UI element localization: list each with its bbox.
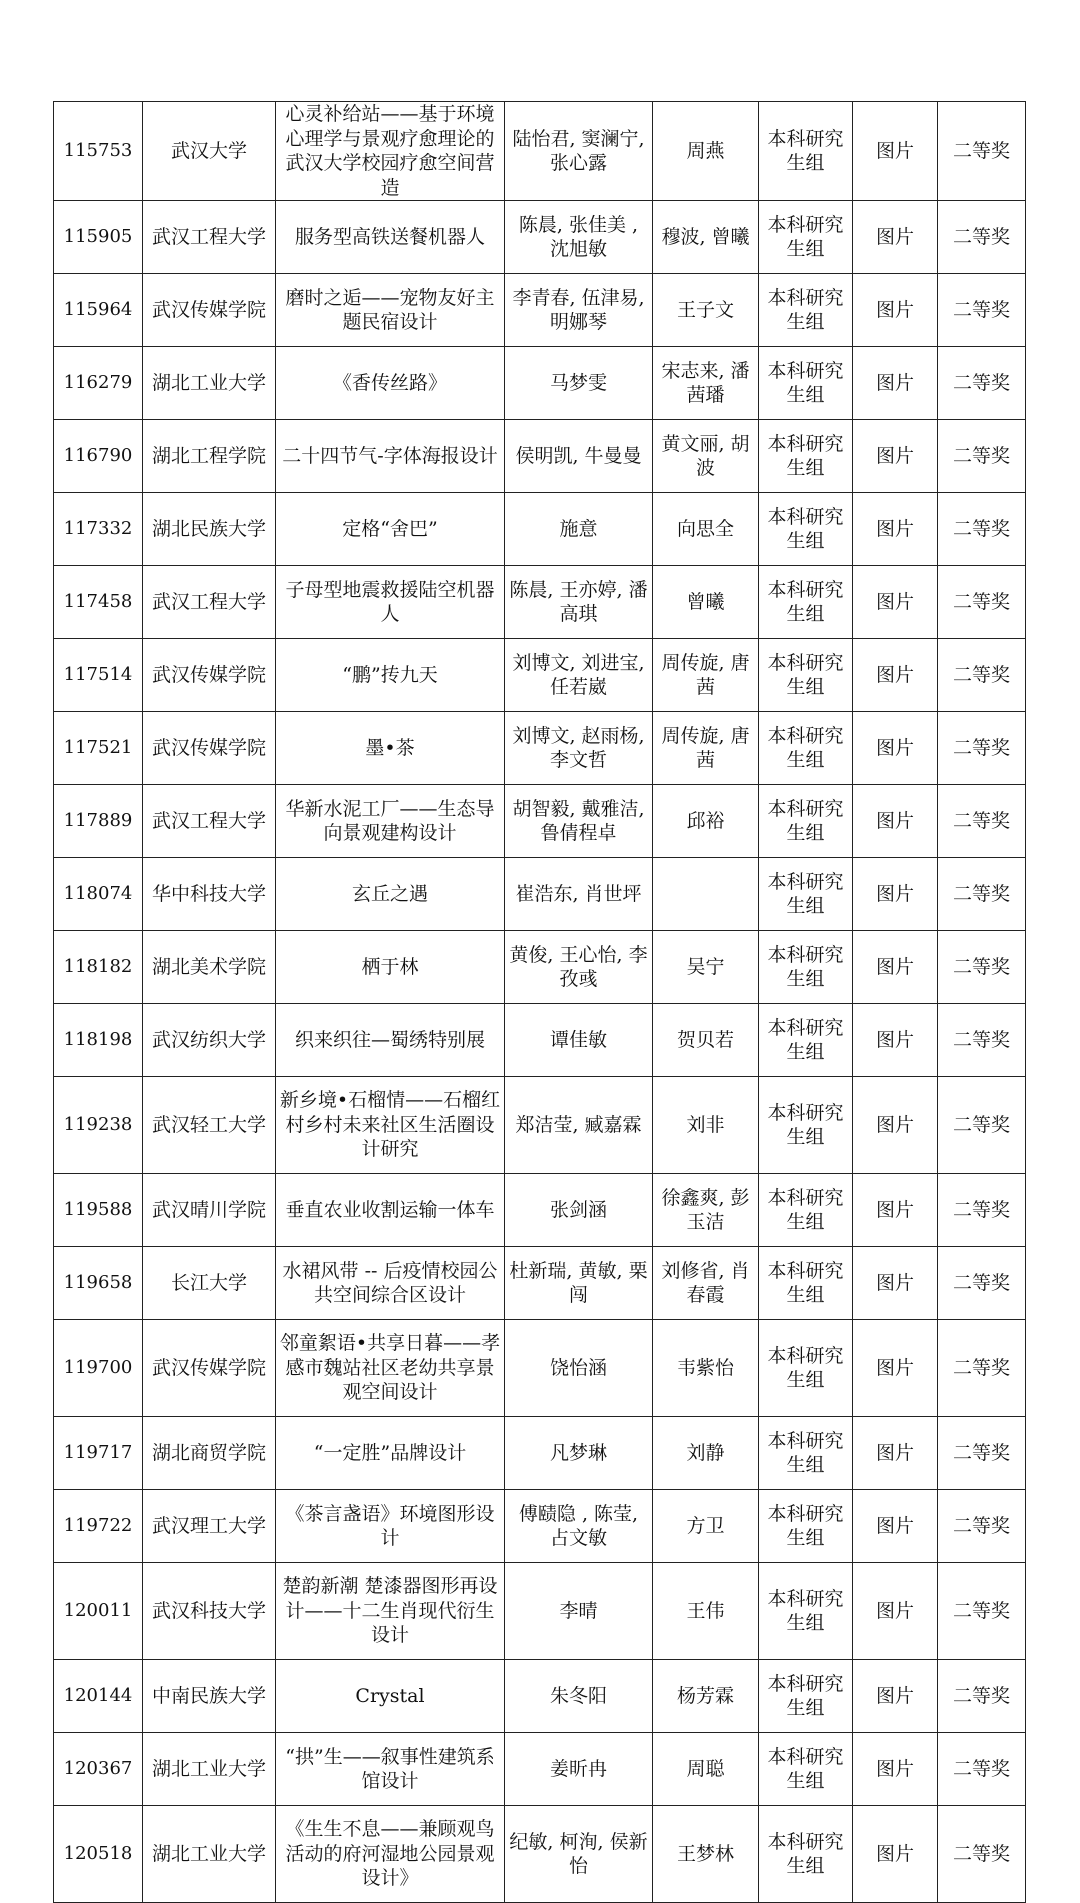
advisor-cell: 刘非 [653, 1077, 759, 1174]
category-cell: 图片 [853, 1806, 938, 1903]
entry-id-cell: 120518 [54, 1806, 143, 1903]
authors-cell: 张剑涵 [505, 1174, 653, 1247]
category-cell: 图片 [853, 1563, 938, 1660]
advisor-cell: 方卫 [653, 1490, 759, 1563]
award-cell: 二等奖 [938, 785, 1026, 858]
title-cell: 水裙风带 -- 后疫情校园公共空间综合区设计 [276, 1247, 505, 1320]
group-cell: 本科研究生组 [759, 420, 853, 493]
table-row [54, 1733, 1026, 1806]
advisor-cell: 穆波, 曾曦 [653, 201, 759, 274]
title-cell: 新乡境•石榴情——石榴红村乡村未来社区生活圈设计研究 [276, 1077, 505, 1174]
group-cell: 本科研究生组 [759, 1174, 853, 1247]
title-cell: Crystal [276, 1660, 505, 1733]
authors-cell: 李青春, 伍津易, 明娜琴 [505, 274, 653, 347]
group-cell: 本科研究生组 [759, 931, 853, 1004]
entry-id-cell: 120011 [54, 1563, 143, 1660]
table-row [54, 274, 1026, 347]
category-cell: 图片 [853, 420, 938, 493]
title-cell: 《香传丝路》 [276, 347, 505, 420]
school-cell: 湖北美术学院 [143, 931, 276, 1004]
table-row [54, 566, 1026, 639]
school-cell: 武汉理工大学 [143, 1490, 276, 1563]
school-cell: 武汉晴川学院 [143, 1174, 276, 1247]
title-cell: 织来织往—蜀绣特别展 [276, 1004, 505, 1077]
title-cell: 玄丘之遇 [276, 858, 505, 931]
table-row [54, 858, 1026, 931]
table-row [54, 1660, 1026, 1733]
award-cell: 二等奖 [938, 566, 1026, 639]
category-cell: 图片 [853, 1247, 938, 1320]
category-cell: 图片 [853, 639, 938, 712]
advisor-cell: 曾曦 [653, 566, 759, 639]
category-cell: 图片 [853, 102, 938, 201]
authors-cell: 黄俊, 王心怡, 李孜彧 [505, 931, 653, 1004]
entry-id-cell: 116279 [54, 347, 143, 420]
table-row [54, 712, 1026, 785]
advisor-cell: 徐鑫爽, 彭玉洁 [653, 1174, 759, 1247]
authors-cell: 朱冬阳 [505, 1660, 653, 1733]
title-cell: 楚韵新潮 楚漆器图形再设计——十二生肖现代衍生设计 [276, 1563, 505, 1660]
award-cell: 二等奖 [938, 274, 1026, 347]
entry-id-cell: 117521 [54, 712, 143, 785]
table-row [54, 785, 1026, 858]
title-cell: 服务型高铁送餐机器人 [276, 201, 505, 274]
authors-cell: 刘博文, 刘进宝, 任若崴 [505, 639, 653, 712]
authors-cell: 李晴 [505, 1563, 653, 1660]
advisor-cell: 王梦林 [653, 1806, 759, 1903]
awards-sheet [53, 101, 1026, 1903]
advisor-cell: 宋志来, 潘茜璠 [653, 347, 759, 420]
entry-id-cell: 119588 [54, 1174, 143, 1247]
group-cell: 本科研究生组 [759, 1733, 853, 1806]
school-cell: 中南民族大学 [143, 1660, 276, 1733]
advisor-cell: 杨芳霖 [653, 1660, 759, 1733]
title-cell: 心灵补给站——基于环境心理学与景观疗愈理论的武汉大学校园疗愈空间营造 [276, 102, 505, 201]
award-cell: 二等奖 [938, 1563, 1026, 1660]
school-cell: 长江大学 [143, 1247, 276, 1320]
group-cell: 本科研究生组 [759, 274, 853, 347]
group-cell: 本科研究生组 [759, 785, 853, 858]
authors-cell: 陈晨, 王亦婷, 潘高琪 [505, 566, 653, 639]
award-cell: 二等奖 [938, 1077, 1026, 1174]
school-cell: 武汉大学 [143, 102, 276, 201]
award-cell: 二等奖 [938, 420, 1026, 493]
group-cell: 本科研究生组 [759, 712, 853, 785]
entry-id-cell: 115964 [54, 274, 143, 347]
school-cell: 武汉传媒学院 [143, 639, 276, 712]
authors-cell: 傅赜隐 , 陈莹, 占文敏 [505, 1490, 653, 1563]
authors-cell: 刘博文, 赵雨杨, 李文哲 [505, 712, 653, 785]
table-row [54, 1077, 1026, 1174]
group-cell: 本科研究生组 [759, 1660, 853, 1733]
authors-cell: 施意 [505, 493, 653, 566]
category-cell: 图片 [853, 858, 938, 931]
entry-id-cell: 117332 [54, 493, 143, 566]
award-cell: 二等奖 [938, 1806, 1026, 1903]
category-cell: 图片 [853, 1004, 938, 1077]
award-cell: 二等奖 [938, 1733, 1026, 1806]
group-cell: 本科研究生组 [759, 1490, 853, 1563]
entry-id-cell: 115905 [54, 201, 143, 274]
entry-id-cell: 116790 [54, 420, 143, 493]
authors-cell: 陈晨, 张佳美 , 沈旭敏 [505, 201, 653, 274]
advisor-cell: 刘静 [653, 1417, 759, 1490]
advisor-cell: 向思全 [653, 493, 759, 566]
award-cell: 二等奖 [938, 712, 1026, 785]
authors-cell: 饶怡涵 [505, 1320, 653, 1417]
authors-cell: 谭佳敏 [505, 1004, 653, 1077]
group-cell: 本科研究生组 [759, 566, 853, 639]
title-cell: 邻童絮语•共享日暮——孝感市魏站社区老幼共享景观空间设计 [276, 1320, 505, 1417]
advisor-cell: 贺贝若 [653, 1004, 759, 1077]
group-cell: 本科研究生组 [759, 102, 853, 201]
entry-id-cell: 119700 [54, 1320, 143, 1417]
table-row [54, 1004, 1026, 1077]
table-row [54, 1247, 1026, 1320]
group-cell: 本科研究生组 [759, 1077, 853, 1174]
entry-id-cell: 119238 [54, 1077, 143, 1174]
authors-cell: 崔浩东, 肖世坪 [505, 858, 653, 931]
authors-cell: 姜昕冉 [505, 1733, 653, 1806]
category-cell: 图片 [853, 566, 938, 639]
award-cell: 二等奖 [938, 347, 1026, 420]
category-cell: 图片 [853, 712, 938, 785]
table-row [54, 931, 1026, 1004]
title-cell: 子母型地震救援陆空机器人 [276, 566, 505, 639]
table-row [54, 1174, 1026, 1247]
entry-id-cell: 117514 [54, 639, 143, 712]
group-cell: 本科研究生组 [759, 1563, 853, 1660]
category-cell: 图片 [853, 1660, 938, 1733]
entry-id-cell: 120144 [54, 1660, 143, 1733]
category-cell: 图片 [853, 1174, 938, 1247]
title-cell: “鹏”抟九天 [276, 639, 505, 712]
category-cell: 图片 [853, 931, 938, 1004]
awards-table [53, 101, 1026, 1903]
school-cell: 武汉纺织大学 [143, 1004, 276, 1077]
entry-id-cell: 117458 [54, 566, 143, 639]
table-row [54, 1563, 1026, 1660]
award-cell: 二等奖 [938, 493, 1026, 566]
advisor-cell [653, 858, 759, 931]
award-cell: 二等奖 [938, 1320, 1026, 1417]
authors-cell: 侯明凯, 牛曼曼 [505, 420, 653, 493]
award-cell: 二等奖 [938, 931, 1026, 1004]
advisor-cell: 王子文 [653, 274, 759, 347]
table-row [54, 347, 1026, 420]
entry-id-cell: 118074 [54, 858, 143, 931]
award-cell: 二等奖 [938, 858, 1026, 931]
table-row [54, 639, 1026, 712]
entry-id-cell: 115753 [54, 102, 143, 201]
award-cell: 二等奖 [938, 1174, 1026, 1247]
school-cell: 湖北工业大学 [143, 1806, 276, 1903]
advisor-cell: 韦紫怡 [653, 1320, 759, 1417]
title-cell: 二十四节气-字体海报设计 [276, 420, 505, 493]
advisor-cell: 周传旋, 唐茜 [653, 639, 759, 712]
category-cell: 图片 [853, 1417, 938, 1490]
advisor-cell: 周传旋, 唐茜 [653, 712, 759, 785]
school-cell: 湖北工程学院 [143, 420, 276, 493]
group-cell: 本科研究生组 [759, 493, 853, 566]
school-cell: 湖北工业大学 [143, 1733, 276, 1806]
table-row [54, 1806, 1026, 1903]
authors-cell: 凡梦琳 [505, 1417, 653, 1490]
category-cell: 图片 [853, 493, 938, 566]
table-row [54, 201, 1026, 274]
title-cell: “一定胜”品牌设计 [276, 1417, 505, 1490]
title-cell: 华新水泥工厂——生态导向景观建构设计 [276, 785, 505, 858]
award-cell: 二等奖 [938, 1490, 1026, 1563]
school-cell: 武汉传媒学院 [143, 274, 276, 347]
school-cell: 武汉科技大学 [143, 1563, 276, 1660]
title-cell: 磨时之逅——宠物友好主题民宿设计 [276, 274, 505, 347]
category-cell: 图片 [853, 1490, 938, 1563]
school-cell: 武汉工程大学 [143, 785, 276, 858]
entry-id-cell: 118182 [54, 931, 143, 1004]
group-cell: 本科研究生组 [759, 1417, 853, 1490]
advisor-cell: 吴宁 [653, 931, 759, 1004]
award-cell: 二等奖 [938, 639, 1026, 712]
title-cell: 定格“舍巴” [276, 493, 505, 566]
category-cell: 图片 [853, 785, 938, 858]
school-cell: 华中科技大学 [143, 858, 276, 931]
entry-id-cell: 119722 [54, 1490, 143, 1563]
table-row [54, 1490, 1026, 1563]
group-cell: 本科研究生组 [759, 201, 853, 274]
advisor-cell: 刘修省, 肖春霞 [653, 1247, 759, 1320]
authors-cell: 马梦雯 [505, 347, 653, 420]
entry-id-cell: 119717 [54, 1417, 143, 1490]
group-cell: 本科研究生组 [759, 1247, 853, 1320]
school-cell: 武汉工程大学 [143, 201, 276, 274]
award-cell: 二等奖 [938, 102, 1026, 201]
school-cell: 湖北商贸学院 [143, 1417, 276, 1490]
school-cell: 湖北民族大学 [143, 493, 276, 566]
title-cell: 栖于林 [276, 931, 505, 1004]
advisor-cell: 邱裕 [653, 785, 759, 858]
entry-id-cell: 120367 [54, 1733, 143, 1806]
group-cell: 本科研究生组 [759, 1320, 853, 1417]
entry-id-cell: 117889 [54, 785, 143, 858]
category-cell: 图片 [853, 1320, 938, 1417]
school-cell: 武汉轻工大学 [143, 1077, 276, 1174]
award-cell: 二等奖 [938, 1247, 1026, 1320]
category-cell: 图片 [853, 201, 938, 274]
title-cell: 墨•茶 [276, 712, 505, 785]
category-cell: 图片 [853, 274, 938, 347]
table-row [54, 493, 1026, 566]
group-cell: 本科研究生组 [759, 858, 853, 931]
advisor-cell: 周燕 [653, 102, 759, 201]
category-cell: 图片 [853, 1077, 938, 1174]
advisor-cell: 周聪 [653, 1733, 759, 1806]
category-cell: 图片 [853, 347, 938, 420]
award-cell: 二等奖 [938, 1660, 1026, 1733]
table-row [54, 102, 1026, 201]
title-cell: “拱”生——叙事性建筑系馆设计 [276, 1733, 505, 1806]
award-cell: 二等奖 [938, 201, 1026, 274]
group-cell: 本科研究生组 [759, 347, 853, 420]
group-cell: 本科研究生组 [759, 1004, 853, 1077]
award-cell: 二等奖 [938, 1417, 1026, 1490]
school-cell: 武汉传媒学院 [143, 1320, 276, 1417]
school-cell: 武汉工程大学 [143, 566, 276, 639]
group-cell: 本科研究生组 [759, 639, 853, 712]
authors-cell: 胡智毅, 戴雅洁, 鲁倩程卓 [505, 785, 653, 858]
advisor-cell: 黄文丽, 胡波 [653, 420, 759, 493]
table-row [54, 1417, 1026, 1490]
table-row [54, 420, 1026, 493]
table-row [54, 1320, 1026, 1417]
authors-cell: 陆怡君, 窦澜宁, 张心露 [505, 102, 653, 201]
school-cell: 武汉传媒学院 [143, 712, 276, 785]
entry-id-cell: 118198 [54, 1004, 143, 1077]
advisor-cell: 王伟 [653, 1563, 759, 1660]
group-cell: 本科研究生组 [759, 1806, 853, 1903]
title-cell: 《茶言盏语》环境图形设计 [276, 1490, 505, 1563]
authors-cell: 杜新瑞, 黄敏, 栗闯 [505, 1247, 653, 1320]
title-cell: 《生生不息——兼顾观鸟活动的府河湿地公园景观设计》 [276, 1806, 505, 1903]
title-cell: 垂直农业收割运输一体车 [276, 1174, 505, 1247]
category-cell: 图片 [853, 1733, 938, 1806]
authors-cell: 纪敏, 柯洵, 侯新怡 [505, 1806, 653, 1903]
school-cell: 湖北工业大学 [143, 347, 276, 420]
authors-cell: 郑洁莹, 臧嘉霖 [505, 1077, 653, 1174]
entry-id-cell: 119658 [54, 1247, 143, 1320]
award-cell: 二等奖 [938, 1004, 1026, 1077]
